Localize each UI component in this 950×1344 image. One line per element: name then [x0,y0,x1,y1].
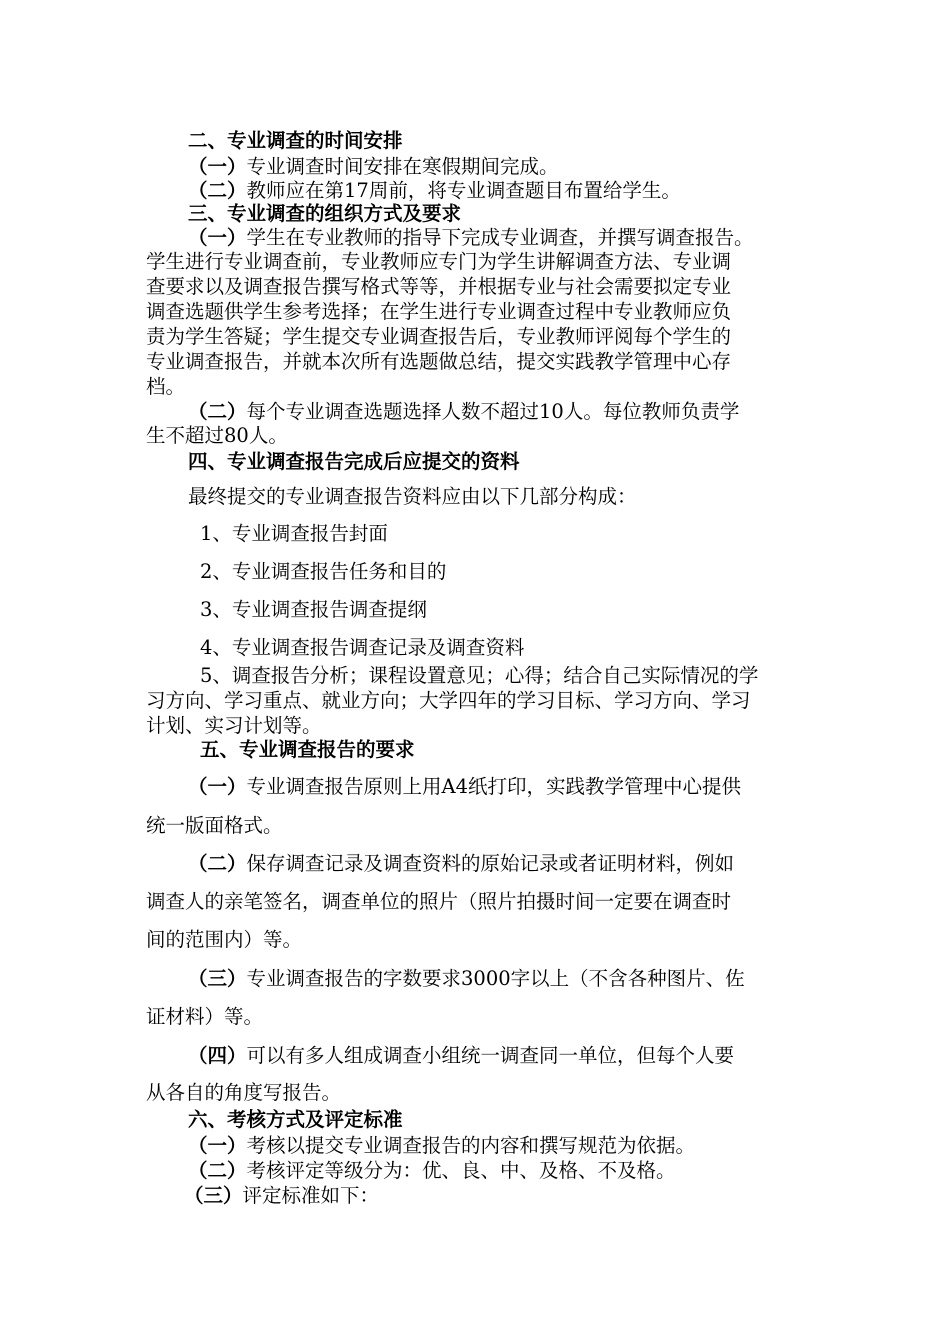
section3-paragraph-1-line-6: 专业调查报告，并就本次所有选题做总结，提交实践教学管理中心存 [146,350,732,373]
section3-heading: 三、专业调查的组织方式及要求 [188,202,462,225]
paragraph-number: （二） [188,400,247,423]
section6-paragraph-3 [184,1184,844,1208]
section4-intro: 最终提交的专业调查报告资料应由以下几部分构成： [188,485,637,508]
section3-paragraph-2-line-2: 生不超过80人。 [146,424,288,447]
section2-paragraph-1 [188,155,848,179]
section4-item-4: 4、专业调查报告调查记录及调查资料 [200,636,525,659]
paragraph-text: 学生在专业教师的指导下完成专业调查，并撰写调查报告。 [246,226,754,249]
section4-item-3: 3、专业调查报告调查提纲 [200,598,427,621]
paragraph-text: 教师应在第17周前，将专业调查题目布置给学生。 [246,179,681,202]
section3-paragraph-1-line-3: 查要求以及调查报告撰写格式等等，并根据专业与社会需要拟定专业 [146,275,732,298]
paragraph-number: （三） [184,1184,243,1207]
section5-heading: 五、专业调查报告的要求 [200,738,415,761]
paragraph-number: （四） [188,1044,247,1067]
paragraph-text: 可以有多人组成调查小组统一调查同一单位，但每个人要 [246,1044,735,1067]
section3-paragraph-1-line-1 [188,226,808,250]
paragraph-text: 专业调查报告的字数要求3000字以上（不含各种图片、佐 [246,967,745,990]
paragraph-text: 考核评定等级分为：优、良、中、及格、不及格。 [246,1159,676,1182]
paragraph-text: 保存调查记录及调查资料的原始记录或者证明材料，例如 [246,852,735,875]
section2-heading: 二、专业调查的时间安排 [188,129,403,152]
section2-paragraph-2 [188,179,848,203]
section4-item-5-line-2: 习方向、学习重点、就业方向；大学四年的学习目标、学习方向、学习 [146,689,751,712]
paragraph-text: 评定标准如下： [242,1184,380,1207]
paragraph-number: （一） [188,155,247,178]
paragraph-number: （二） [188,179,247,202]
paragraph-number: （一） [188,226,247,249]
section3-paragraph-1-line-5: 责为学生答疑；学生提交专业调查报告后，专业教师评阅每个学生的 [146,325,732,348]
section5-paragraph-1-line-2: 统一版面格式。 [146,814,283,837]
section4-item-5-line-3: 计划、实习计划等。 [146,714,322,737]
section4-item-2: 2、专业调查报告任务和目的 [200,560,447,583]
section5-paragraph-2-line-3: 间的范围内）等。 [146,928,303,951]
section5-paragraph-4-line-1 [188,1044,808,1068]
section5-paragraph-2-line-1 [188,852,808,876]
paragraph-number: （三） [188,967,247,990]
paragraph-number: （一） [188,1134,247,1157]
section3-paragraph-1-line-7: 档。 [146,375,186,398]
paragraph-text: 每个专业调查选题选择人数不超过10人。每位教师负责学 [246,400,740,423]
section5-paragraph-2-line-2: 调查人的亲笔签名，调查单位的照片（照片拍摄时间一定要在调查时 [146,890,732,913]
paragraph-number: （二） [188,852,247,875]
paragraph-text: 考核以提交专业调查报告的内容和撰写规范为依据。 [246,1134,696,1157]
section5-paragraph-1-line-1 [188,775,808,799]
section5-paragraph-3-line-1 [188,967,808,991]
paragraph-number: （二） [188,1159,247,1182]
section5-paragraph-3-line-2: 证材料）等。 [146,1005,264,1028]
section3-paragraph-2-line-1 [188,400,808,424]
paragraph-text: 专业调查时间安排在寒假期间完成。 [246,155,559,178]
section6-paragraph-2 [188,1159,848,1183]
section4-heading: 四、专业调查报告完成后应提交的资料 [188,450,520,473]
section3-paragraph-1-line-2: 学生进行专业调查前，专业教师应专门为学生讲解调查方法、专业调 [146,250,732,273]
section4-item-5-line-1: 5、调查报告分析；课程设置意见；心得；结合自己实际情况的学 [200,664,759,687]
section6-paragraph-1 [188,1134,848,1158]
section4-item-1: 1、专业调查报告封面 [200,522,388,545]
section3-paragraph-1-line-4: 调查选题供学生参考选择；在学生进行专业调查过程中专业教师应负 [146,300,732,323]
paragraph-number: （一） [188,775,247,798]
section5-paragraph-4-line-2: 从各自的角度写报告。 [146,1081,342,1104]
section6-heading: 六、考核方式及评定标准 [188,1108,403,1131]
paragraph-text: 专业调查报告原则上用A4纸打印，实践教学管理中心提供 [246,775,742,798]
